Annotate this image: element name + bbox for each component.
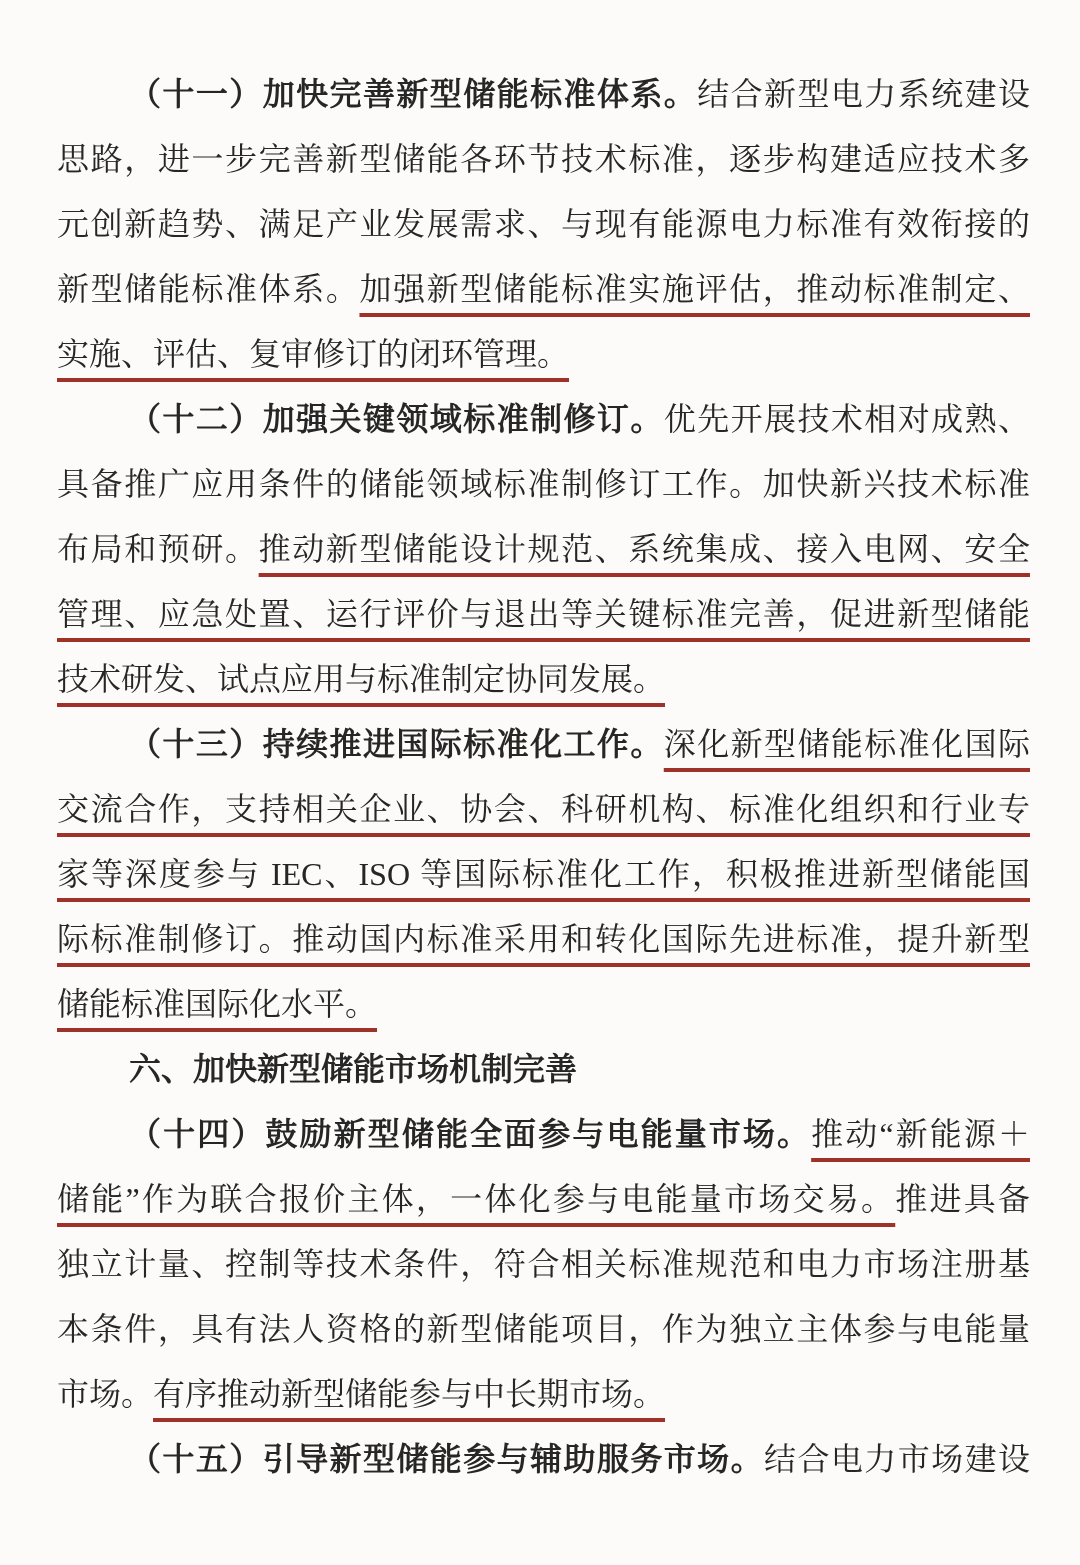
bold-text: （十一）加快完善新型储能标准体系。 [129,76,698,112]
underlined-text: 管理、应急处置、运行评价与退出等关键标准完善，促进新型储能 [57,596,1030,632]
text-segment: 结合电力市场建设 [764,1441,1030,1477]
text-line [57,387,1030,452]
text-segment: 具备推广应用条件的储能领域标准制修订工作。加快新兴技术标准 [57,466,1030,502]
text-line [57,777,1030,842]
text-line [57,257,1030,322]
text-line [57,1167,1030,1232]
text-line [57,582,1030,647]
text-line [57,517,1030,582]
underlined-text: 深化新型储能标准化国际 [663,726,1030,762]
document-body [57,62,1030,1492]
underlined-text: 储能”作为联合报价主体，一体化参与电能量市场交易。 [57,1181,896,1217]
text-segment: 市场。 [57,1376,154,1412]
underlined-text: 实施、评估、复审修订的闭环管理。 [57,336,570,372]
text-line [57,1427,1030,1492]
text-segment: 布局和预研。 [57,531,259,567]
bold-text: （十四）鼓励新型储能全面参与电能量市场。 [129,1116,812,1152]
text-line [57,62,1030,127]
underlined-text: 储能标准国际化水平。 [57,986,378,1022]
text-line [57,712,1030,777]
text-segment: 元创新趋势、满足产业发展需求、与现有能源电力标准有效衔接的 [57,206,1030,242]
text-segment: 优先开展技术相对成熟、 [663,401,1030,437]
bold-text: （十三）持续推进国际标准化工作。 [129,726,664,762]
text-segment: 本条件，具有法人资格的新型储能项目，作为独立主体参与电能量 [57,1311,1030,1347]
text-line [57,192,1030,257]
text-line [57,1362,1030,1427]
text-segment: 独立计量、控制等技术条件，符合相关标准规范和电力市场注册基 [57,1246,1030,1282]
underlined-text: 推动“新能源＋ [811,1116,1030,1152]
text-line [57,907,1030,972]
text-segment: 结合新型电力系统建设 [697,76,1030,112]
underlined-text: 有序推动新型储能参与中长期市场。 [153,1376,666,1412]
text-segment: 推进具备 [895,1181,1030,1217]
text-line [57,972,1030,1037]
text-line [57,1102,1030,1167]
section-heading-line [57,1037,1030,1102]
underlined-text: 际标准制修订。推动国内标准采用和转化国际先进标准，提升新型 [57,921,1030,957]
underlined-text: 交流合作，支持相关企业、协会、科研机构、标准化组织和行业专 [57,791,1030,827]
underlined-text: 推动新型储能设计规范、系统集成、接入电网、安全 [258,531,1030,567]
text-line [57,452,1030,517]
text-line [57,322,1030,387]
bold-text: （十五）引导新型储能参与辅助服务市场。 [129,1441,765,1477]
text-line [57,647,1030,712]
text-segment: 思路，进一步完善新型储能各环节技术标准，逐步构建适应技术多 [57,141,1030,177]
bold-text: （十二）加强关键领域标准制修订。 [129,401,664,437]
underlined-text: 技术研发、试点应用与标准制定协同发展。 [57,661,666,697]
text-segment: 新型储能标准体系。 [57,271,360,307]
text-line [57,1232,1030,1297]
underlined-text: 加强新型储能标准实施评估，推动标准制定、 [359,271,1030,307]
text-line [57,127,1030,192]
text-line [57,1297,1030,1362]
bold-text: 六、加快新型储能市场机制完善 [129,1051,578,1087]
underlined-text: 家等深度参与 IEC、ISO 等国际标准化工作，积极推进新型储能国 [57,856,1030,892]
text-line [57,842,1030,907]
